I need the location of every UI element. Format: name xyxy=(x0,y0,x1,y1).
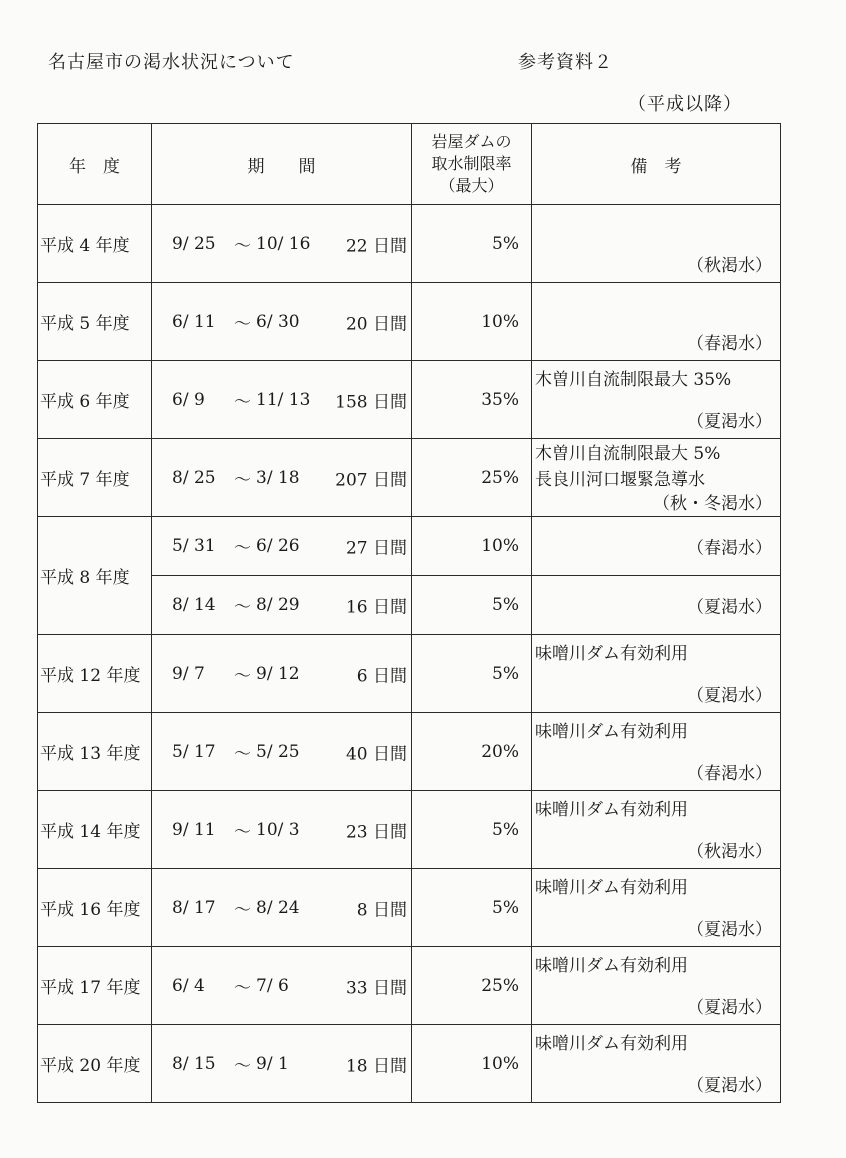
tilde: 〜 xyxy=(234,314,251,334)
start-date: 5/ 17 xyxy=(172,741,216,762)
start-date: 5/ 31 xyxy=(172,536,216,556)
table-row xyxy=(38,283,781,361)
table-row xyxy=(38,439,781,517)
table-row xyxy=(38,791,781,869)
note-cell xyxy=(532,205,781,283)
rate-cell: 10% xyxy=(412,517,532,576)
season: （夏渇水） xyxy=(687,597,772,618)
memo: 味噌川ダム有効利用 xyxy=(535,1034,688,1054)
header-rate-line3: （最大） xyxy=(439,176,504,195)
table-row xyxy=(38,635,781,713)
tilde: 〜 xyxy=(234,822,251,842)
memo-lines xyxy=(535,441,720,493)
period-subtitle: （平成以降） xyxy=(628,94,742,115)
end-date: 8/ 24 xyxy=(256,897,300,918)
duration: 33 日間 xyxy=(345,978,407,998)
season: （秋渇水） xyxy=(687,842,772,862)
period-cell xyxy=(152,791,412,869)
note-cell xyxy=(532,439,781,517)
season: （夏渇水） xyxy=(687,998,772,1018)
note-cell xyxy=(532,791,781,869)
period-cell xyxy=(152,283,412,361)
year-cell: 平成 16 年度 xyxy=(38,869,152,947)
header-rate-line2: 取水制限率 xyxy=(431,154,512,173)
header-year: 年 度 xyxy=(38,124,152,205)
reference-label: 参考資料２ xyxy=(518,52,613,73)
start-date: 9/ 11 xyxy=(172,819,216,840)
start-date: 9/ 7 xyxy=(172,663,205,684)
tilde: 〜 xyxy=(234,236,251,256)
end-date: 6/ 30 xyxy=(256,311,300,332)
period-cell xyxy=(152,517,412,576)
rate-cell: 10% xyxy=(412,1025,532,1103)
duration: 18 日間 xyxy=(345,1056,407,1076)
start-date: 6/ 4 xyxy=(172,975,205,996)
note-cell xyxy=(532,635,781,713)
season: （春渇水） xyxy=(687,764,772,784)
memo: 味噌川ダム有効利用 xyxy=(535,956,688,976)
year-cell: 平成 5 年度 xyxy=(38,283,152,361)
season: （秋・冬渇水） xyxy=(653,494,772,514)
memo: 味噌川ダム有効利用 xyxy=(535,800,688,820)
table-row xyxy=(38,869,781,947)
duration: 158 日間 xyxy=(335,392,407,412)
memo: 味噌川ダム有効利用 xyxy=(535,644,688,664)
memo: 味噌川ダム有効利用 xyxy=(535,878,688,898)
start-date: 8/ 17 xyxy=(172,897,216,918)
year-cell: 平成 20 年度 xyxy=(38,1025,152,1103)
note-cell xyxy=(532,1025,781,1103)
year-cell: 平成 8 年度 xyxy=(38,517,152,635)
year-cell: 平成 7 年度 xyxy=(38,439,152,517)
year-cell: 平成 6 年度 xyxy=(38,361,152,439)
note-cell xyxy=(532,283,781,361)
rate-cell: 25% xyxy=(412,439,532,517)
table-row xyxy=(38,713,781,791)
duration: 22 日間 xyxy=(345,236,407,256)
table-row xyxy=(38,1025,781,1103)
header-rate xyxy=(412,124,532,205)
end-date: 9/ 1 xyxy=(256,1053,289,1074)
period-cell xyxy=(152,635,412,713)
season: （夏渇水） xyxy=(687,412,772,432)
end-date: 10/ 16 xyxy=(256,233,311,254)
table-row xyxy=(38,361,781,439)
rate-cell: 25% xyxy=(412,947,532,1025)
note-cell xyxy=(532,361,781,439)
tilde: 〜 xyxy=(234,744,251,764)
year-cell: 平成 17 年度 xyxy=(38,947,152,1025)
start-date: 9/ 25 xyxy=(172,233,216,254)
tilde: 〜 xyxy=(234,900,251,920)
memo-2: 長良川河口堰緊急導水 xyxy=(535,470,705,490)
document-title: 名古屋市の渇水状況について xyxy=(48,52,295,73)
start-date: 6/ 11 xyxy=(172,311,216,332)
duration: 20 日間 xyxy=(345,314,407,334)
tilde: 〜 xyxy=(234,1056,251,1076)
end-date: 7/ 6 xyxy=(256,975,289,996)
note-cell xyxy=(532,869,781,947)
note-cell xyxy=(532,713,781,791)
period-cell xyxy=(152,439,412,517)
rate-cell: 35% xyxy=(412,361,532,439)
end-date: 8/ 29 xyxy=(256,595,300,615)
year-cell: 平成 14 年度 xyxy=(38,791,152,869)
duration: 207 日間 xyxy=(335,470,407,490)
start-date: 8/ 14 xyxy=(172,595,216,615)
memo: 味噌川ダム有効利用 xyxy=(535,722,688,742)
table-row xyxy=(38,517,781,576)
end-date: 3/ 18 xyxy=(256,467,300,488)
rate-cell: 5% xyxy=(412,791,532,869)
season: （夏渇水） xyxy=(687,920,772,940)
period-cell xyxy=(152,1025,412,1103)
year-cell: 平成 12 年度 xyxy=(38,635,152,713)
rate-cell: 10% xyxy=(412,283,532,361)
period-cell xyxy=(152,576,412,635)
memo: 木曽川自流制限最大 35% xyxy=(535,370,732,390)
drought-table xyxy=(37,123,781,1103)
season: （秋渇水） xyxy=(687,256,772,276)
start-date: 6/ 9 xyxy=(172,389,205,410)
rate-cell: 5% xyxy=(412,205,532,283)
tilde: 〜 xyxy=(234,470,251,490)
memo: 木曽川自流制限最大 5% xyxy=(535,444,721,464)
season: （夏渇水） xyxy=(687,686,772,706)
duration: 6 日間 xyxy=(356,666,407,686)
rate-cell: 5% xyxy=(412,635,532,713)
season: （夏渇水） xyxy=(687,1076,772,1096)
header-note: 備 考 xyxy=(532,124,781,205)
season: （春渇水） xyxy=(687,334,772,354)
start-date: 8/ 25 xyxy=(172,467,216,488)
end-date: 6/ 26 xyxy=(256,536,300,556)
tilde: 〜 xyxy=(234,666,251,686)
end-date: 9/ 12 xyxy=(256,663,300,684)
header-rate-line1: 岩屋ダムの xyxy=(431,132,512,151)
period-cell xyxy=(152,947,412,1025)
duration: 16 日間 xyxy=(345,597,407,618)
season: （春渇水） xyxy=(687,538,772,559)
start-date: 8/ 15 xyxy=(172,1053,216,1074)
header-period: 期 間 xyxy=(152,124,412,205)
note-cell xyxy=(532,576,781,635)
year-cell: 平成 4 年度 xyxy=(38,205,152,283)
note-cell xyxy=(532,517,781,576)
rate-cell: 20% xyxy=(412,713,532,791)
note-cell xyxy=(532,947,781,1025)
table-row xyxy=(38,205,781,283)
rate-cell: 5% xyxy=(412,576,532,635)
duration: 27 日間 xyxy=(345,538,407,559)
table-row xyxy=(38,947,781,1025)
duration: 8 日間 xyxy=(356,900,407,920)
period-cell xyxy=(152,205,412,283)
end-date: 11/ 13 xyxy=(256,389,311,410)
duration: 23 日間 xyxy=(345,822,407,842)
period-cell xyxy=(152,713,412,791)
end-date: 5/ 25 xyxy=(256,741,300,762)
duration: 40 日間 xyxy=(345,744,407,764)
tilde: 〜 xyxy=(234,597,251,618)
end-date: 10/ 3 xyxy=(256,819,300,840)
tilde: 〜 xyxy=(234,538,251,559)
period-cell xyxy=(152,361,412,439)
year-cell: 平成 13 年度 xyxy=(38,713,152,791)
table-header-row xyxy=(38,124,781,205)
tilde: 〜 xyxy=(234,978,251,998)
rate-cell: 5% xyxy=(412,869,532,947)
tilde: 〜 xyxy=(234,392,251,412)
period-cell xyxy=(152,869,412,947)
